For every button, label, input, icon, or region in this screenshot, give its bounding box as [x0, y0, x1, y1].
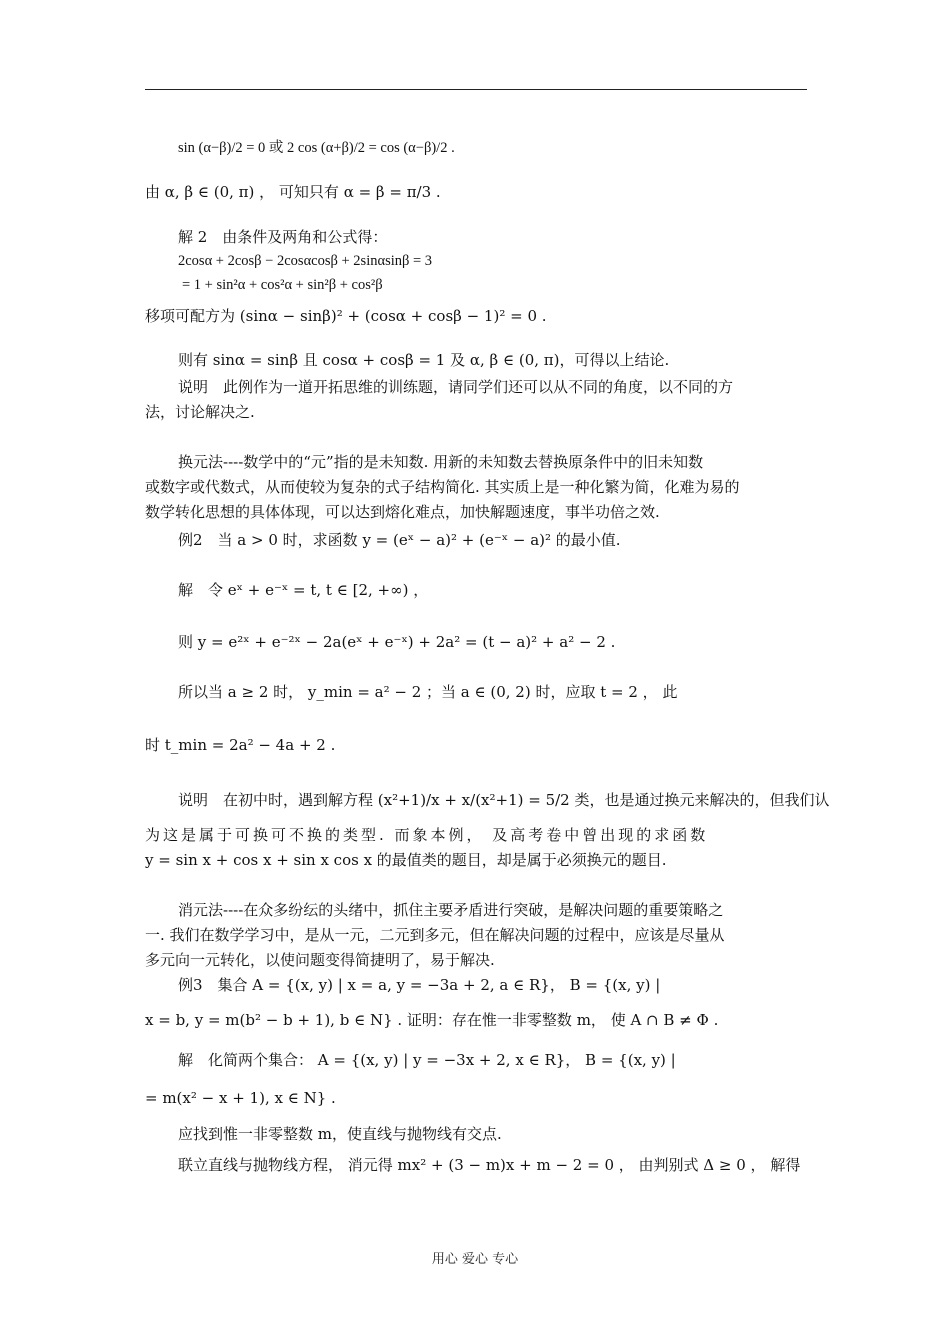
text-line: 解 2 由条件及两角和公式得： — [178, 228, 388, 246]
text-line: 法，讨论解决之. — [145, 403, 255, 421]
text-line: 说明 此例作为一道开拓思维的训练题，请同学们还可以从不同的角度，以不同的方 — [178, 378, 734, 396]
text-line: 一. 我们在数学学习中，是从一元，二元到多元，但在解决问题的过程中，应该是尽量从 — [145, 926, 725, 944]
text-line: = m(x² − x + 1), x ∈ N} . — [145, 1089, 336, 1107]
text-line: y = sin x + cos x + sin x cos x 的最值类的题目，却是属于必须换元的题目. — [145, 851, 667, 869]
text-line: 例2 当 a > 0 时，求函数 y = (eˣ − a)² + (e⁻ˣ − a)² 的最小值. — [178, 531, 621, 549]
text-line: 为这是属于可换可不换的类型. 而象本例， 及高考卷中曾出现的求函数 — [145, 826, 709, 844]
text-line: 说明 在初中时，遇到解方程 (x²+1)/x + x/(x²+1) = 5/2 类，也是通过换元来解决的，但我们认 — [178, 791, 830, 809]
text-line: 移项可配方为 (sinα − sinβ)² + (cosα + cosβ − 1)² = 0 . — [145, 307, 547, 325]
text-line: 所以当 a ≥ 2 时， y_min = a² − 2 ；当 a ∈ (0, 2) 时，应取 t = 2 ， 此 — [178, 683, 678, 701]
text-line: 解 令 eˣ + e⁻ˣ = t, t ∈ [2, +∞) ， — [178, 581, 429, 599]
text-line: 由 α, β ∈ (0, π) ， 可知只有 α = β = π/3 . — [145, 183, 441, 201]
text-line: 应找到惟一非零整数 m，使直线与抛物线有交点. — [178, 1125, 502, 1143]
text-line: 解 化简两个集合： A = {(x, y) | y = −3x + 2, x ∈ R}， B = {(x, y) | — [178, 1051, 676, 1069]
text-line: 例3 集合 A = {(x, y) | x = a, y = −3a + 2, a ∈ R}， B = {(x, y) | — [178, 976, 661, 994]
text-line: 则 y = e²ˣ + e⁻²ˣ − 2a(eˣ + e⁻ˣ) + 2a² = (t − a)² + a² − 2 . — [178, 633, 616, 651]
text-line: sin (α−β)/2 = 0 或 2 cos (α+β)/2 = cos (α−β)/2 . — [178, 140, 455, 156]
page-footer: 用心 爱心 专心 — [431, 1252, 519, 1267]
text-line: 数学转化思想的具体体现，可以达到熔化难点，加快解题速度，事半功倍之效. — [145, 503, 660, 521]
text-line: 换元法----数学中的“元”指的是未知数. 用新的未知数去替换原条件中的旧未知数 — [178, 453, 704, 471]
text-line: 时 t_min = 2a² − 4a + 2 . — [145, 736, 336, 754]
header-rule — [145, 89, 807, 90]
text-line: 多元向一元转化，以使问题变得简捷明了，易于解决. — [145, 951, 495, 969]
text-line: 或数字或代数式，从而使较为复杂的式子结构简化. 其实质上是一种化繁为简，化难为易的 — [145, 478, 740, 496]
text-line: 则有 sinα = sinβ 且 cosα + cosβ = 1 及 α, β ∈ (0, π)，可得以上结论. — [178, 351, 670, 369]
formula-line: 2cosα + 2cosβ − 2cosαcosβ + 2sinαsinβ = 3 — [178, 253, 433, 269]
text-line: 联立直线与抛物线方程， 消元得 mx² + (3 − m)x + m − 2 = 0 ， 由判别式 Δ ≥ 0 ， 解得 — [178, 1156, 801, 1174]
text-line: x = b, y = m(b² − b + 1), b ∈ N} . 证明：存在惟一非零整数 m， 使 A ∩ B ≠ Φ . — [145, 1011, 719, 1029]
formula-line: = 1 + sin²α + cos²α + sin²β + cos²β — [182, 277, 383, 293]
text-line: 消元法----在众多纷纭的头绪中，抓住主要矛盾进行突破，是解决问题的重要策略之 — [178, 901, 724, 919]
